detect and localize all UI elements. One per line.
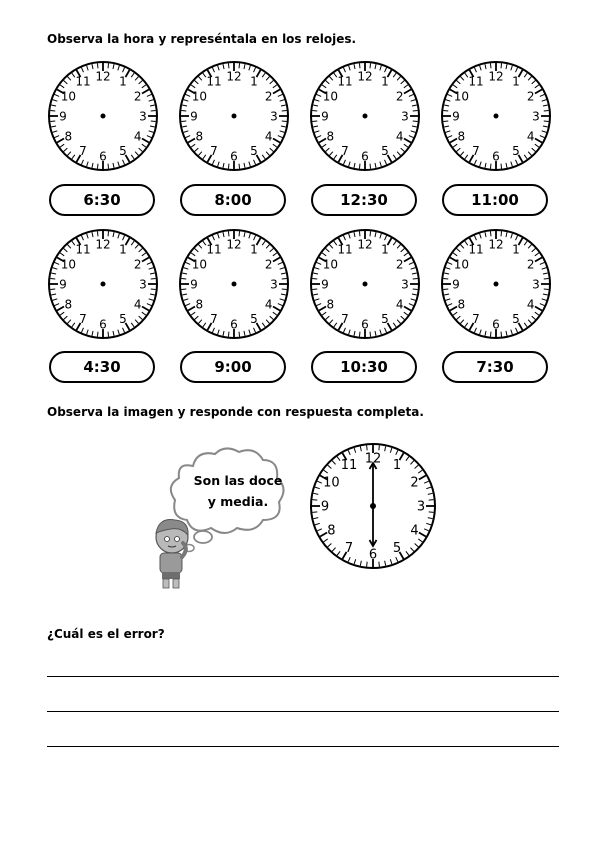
clock-number-eleven: 11 <box>75 242 91 257</box>
clock-number-eight: 8 <box>64 297 73 312</box>
clock-number-six: 6 <box>492 317 500 332</box>
speech-line-1: Son las doce <box>193 473 283 488</box>
clock-number-five: 5 <box>119 143 127 158</box>
clock-center-dot <box>232 114 237 119</box>
speech-text <box>178 470 298 512</box>
clock-center-dot <box>101 114 106 119</box>
clock-number-nine: 9 <box>321 277 329 292</box>
clock-number-twelve: 12 <box>357 237 373 252</box>
clock-center-dot <box>363 282 368 287</box>
clock-number-three: 3 <box>270 109 278 124</box>
clock-number-twelve: 12 <box>488 69 504 84</box>
big-clock-number-eight: 8 <box>327 523 336 539</box>
big-clock-number-ten: 10 <box>323 475 340 491</box>
time-label: 4:30 <box>49 351 155 383</box>
minute-tick <box>413 289 418 290</box>
minute-tick <box>367 445 368 450</box>
minute-tick <box>443 289 448 290</box>
minute-tick <box>490 63 491 68</box>
blank-clock <box>440 228 552 340</box>
clock-number-three: 3 <box>139 109 147 124</box>
blank-clock <box>309 228 421 340</box>
minute-tick <box>312 278 317 279</box>
big-clock-number-eleven: 11 <box>340 458 358 474</box>
clock-number-ten: 10 <box>60 257 76 272</box>
minute-tick <box>359 231 360 236</box>
clock-number-four: 4 <box>526 297 535 312</box>
clock-number-one: 1 <box>119 74 127 89</box>
minute-tick <box>181 110 186 111</box>
minute-tick <box>544 110 549 111</box>
clock-number-four: 4 <box>526 129 535 144</box>
big-clock-number-twelve: 12 <box>364 451 382 467</box>
clock-number-nine: 9 <box>190 109 198 124</box>
minute-tick <box>501 332 502 337</box>
minute-tick <box>312 500 317 501</box>
clock-number-one: 1 <box>381 242 389 257</box>
minute-tick <box>282 121 287 122</box>
clock-number-six: 6 <box>99 149 107 164</box>
clock-number-three: 3 <box>401 109 409 124</box>
minute-tick <box>239 332 240 337</box>
minute-tick <box>151 278 156 279</box>
clock-number-twelve: 12 <box>488 237 504 252</box>
clock-number-twelve: 12 <box>226 237 242 252</box>
clock-number-twelve: 12 <box>95 237 111 252</box>
answer-line[interactable] <box>47 711 559 712</box>
child-illustration <box>145 515 195 590</box>
clock-number-eleven: 11 <box>206 74 222 89</box>
clock-number-eight: 8 <box>64 129 73 144</box>
blank-clock <box>47 60 159 172</box>
minute-tick <box>97 332 98 337</box>
minute-tick <box>108 231 109 236</box>
clock-number-two: 2 <box>395 89 404 104</box>
minute-tick <box>413 278 418 279</box>
minute-tick <box>359 332 360 337</box>
minute-tick <box>151 121 156 122</box>
clock-number-nine: 9 <box>321 109 329 124</box>
minute-tick <box>370 63 371 68</box>
clock-number-one: 1 <box>512 242 520 257</box>
minute-tick <box>367 562 368 567</box>
minute-tick <box>501 164 502 169</box>
minute-tick <box>443 110 448 111</box>
clock-number-six: 6 <box>99 317 107 332</box>
minute-tick <box>282 289 287 290</box>
big-clock-number-six: 6 <box>368 547 378 563</box>
clock-number-one: 1 <box>250 242 258 257</box>
big-clock-number-nine: 9 <box>320 499 330 515</box>
instruction-heading-1: Observa la hora y represéntala en los relojes. <box>47 32 357 46</box>
clock-number-ten: 10 <box>191 257 207 272</box>
minute-tick <box>544 289 549 290</box>
big-clock-number-one: 1 <box>392 458 402 474</box>
blank-clock <box>440 60 552 172</box>
blank-clock <box>178 228 290 340</box>
time-label: 11:00 <box>442 184 548 216</box>
clock-number-two: 2 <box>264 257 273 272</box>
minute-tick <box>239 164 240 169</box>
minute-tick <box>181 121 186 122</box>
minute-tick <box>379 562 380 567</box>
clock-number-six: 6 <box>361 317 369 332</box>
clock-number-ten: 10 <box>322 89 338 104</box>
clock-number-nine: 9 <box>59 109 67 124</box>
minute-tick <box>97 164 98 169</box>
minute-tick <box>443 121 448 122</box>
clock-number-seven: 7 <box>472 143 480 158</box>
big-clock-number-seven: 7 <box>344 541 354 557</box>
minute-tick <box>228 63 229 68</box>
minute-tick <box>379 445 380 450</box>
clock-number-ten: 10 <box>453 89 469 104</box>
clock-number-three: 3 <box>401 277 409 292</box>
clock-number-seven: 7 <box>79 143 87 158</box>
minute-tick <box>282 278 287 279</box>
clock-number-two: 2 <box>133 89 142 104</box>
minute-tick <box>370 332 371 337</box>
clock-number-five: 5 <box>119 311 127 326</box>
minute-tick <box>490 332 491 337</box>
clock-number-four: 4 <box>264 129 273 144</box>
minute-tick <box>97 63 98 68</box>
minute-tick <box>312 110 317 111</box>
instruction-heading-2: Observa la imagen y responde con respuesta completa. <box>47 405 424 419</box>
minute-tick <box>239 231 240 236</box>
answer-line[interactable] <box>47 676 559 677</box>
time-label: 8:00 <box>180 184 286 216</box>
clock-number-seven: 7 <box>472 311 480 326</box>
clock-number-three: 3 <box>532 277 540 292</box>
clock-number-nine: 9 <box>452 277 460 292</box>
clock-number-ten: 10 <box>191 89 207 104</box>
minute-tick <box>108 164 109 169</box>
minute-tick <box>370 231 371 236</box>
blank-clock <box>178 60 290 172</box>
blank-clock <box>309 60 421 172</box>
minute-tick <box>228 231 229 236</box>
clock-number-eleven: 11 <box>337 242 353 257</box>
clock-number-two: 2 <box>395 257 404 272</box>
clock-number-seven: 7 <box>341 311 349 326</box>
question-heading: ¿Cuál es el error? <box>47 627 165 641</box>
minute-tick <box>490 231 491 236</box>
minute-tick <box>108 63 109 68</box>
clock-number-four: 4 <box>133 297 142 312</box>
clock-number-five: 5 <box>512 143 520 158</box>
minute-tick <box>312 289 317 290</box>
minute-tick <box>413 110 418 111</box>
answer-line[interactable] <box>47 746 559 747</box>
clock-number-one: 1 <box>250 74 258 89</box>
minute-tick <box>151 110 156 111</box>
minute-tick <box>312 512 317 513</box>
clock-number-six: 6 <box>361 149 369 164</box>
time-label: 6:30 <box>49 184 155 216</box>
clock-number-eight: 8 <box>195 129 204 144</box>
clock-number-eight: 8 <box>326 297 335 312</box>
pictured-clock <box>308 441 438 571</box>
clock-center-dot <box>363 114 368 119</box>
clock-number-five: 5 <box>250 311 258 326</box>
clock-number-two: 2 <box>133 257 142 272</box>
blank-clock <box>47 228 159 340</box>
clock-number-eleven: 11 <box>75 74 91 89</box>
clock-center-dot <box>494 114 499 119</box>
minute-tick <box>429 500 434 501</box>
big-clock-number-four: 4 <box>410 523 419 539</box>
clock-number-two: 2 <box>264 89 273 104</box>
minute-tick <box>370 164 371 169</box>
clock-number-five: 5 <box>381 311 389 326</box>
minute-tick <box>413 121 418 122</box>
clock-number-eleven: 11 <box>468 74 484 89</box>
minute-tick <box>239 63 240 68</box>
minute-tick <box>228 332 229 337</box>
clock-number-five: 5 <box>512 311 520 326</box>
clock-number-one: 1 <box>512 74 520 89</box>
minute-tick <box>50 121 55 122</box>
minute-tick <box>151 289 156 290</box>
clock-center-dot <box>494 282 499 287</box>
clock-center-dot <box>370 503 376 509</box>
clock-number-ten: 10 <box>60 89 76 104</box>
clock-number-five: 5 <box>250 143 258 158</box>
clock-number-four: 4 <box>133 129 142 144</box>
clock-number-eight: 8 <box>195 297 204 312</box>
minute-tick <box>50 289 55 290</box>
time-label: 7:30 <box>442 351 548 383</box>
clock-number-eleven: 11 <box>337 74 353 89</box>
minute-tick <box>544 121 549 122</box>
clock-number-five: 5 <box>381 143 389 158</box>
clock-number-eleven: 11 <box>468 242 484 257</box>
minute-tick <box>501 63 502 68</box>
clock-center-dot <box>232 282 237 287</box>
minute-tick <box>97 231 98 236</box>
clock-number-two: 2 <box>526 257 535 272</box>
clock-number-six: 6 <box>492 149 500 164</box>
minute-tick <box>443 278 448 279</box>
minute-tick <box>282 110 287 111</box>
clock-center-dot <box>101 282 106 287</box>
clock-number-two: 2 <box>526 89 535 104</box>
clock-number-ten: 10 <box>322 257 338 272</box>
clock-number-six: 6 <box>230 149 238 164</box>
clock-number-four: 4 <box>264 297 273 312</box>
big-clock-number-two: 2 <box>410 475 419 491</box>
clock-number-seven: 7 <box>210 143 218 158</box>
clock-number-seven: 7 <box>210 311 218 326</box>
clock-number-three: 3 <box>139 277 147 292</box>
minute-tick <box>228 164 229 169</box>
clock-number-six: 6 <box>230 317 238 332</box>
clock-number-nine: 9 <box>452 109 460 124</box>
minute-tick <box>359 164 360 169</box>
minute-tick <box>108 332 109 337</box>
minute-tick <box>490 164 491 169</box>
clock-number-twelve: 12 <box>226 69 242 84</box>
clock-number-ten: 10 <box>453 257 469 272</box>
clock-number-eight: 8 <box>457 129 466 144</box>
clock-number-seven: 7 <box>341 143 349 158</box>
clock-number-one: 1 <box>119 242 127 257</box>
time-label: 9:00 <box>180 351 286 383</box>
big-clock-number-five: 5 <box>392 541 402 557</box>
minute-tick <box>181 289 186 290</box>
clock-number-seven: 7 <box>79 311 87 326</box>
minute-tick <box>181 278 186 279</box>
minute-tick <box>544 278 549 279</box>
minute-tick <box>501 231 502 236</box>
clock-number-twelve: 12 <box>357 69 373 84</box>
clock-number-four: 4 <box>395 129 404 144</box>
clock-number-twelve: 12 <box>95 69 111 84</box>
clock-number-four: 4 <box>395 297 404 312</box>
time-label: 10:30 <box>311 351 417 383</box>
minute-tick <box>50 110 55 111</box>
clock-number-three: 3 <box>532 109 540 124</box>
clock-number-nine: 9 <box>190 277 198 292</box>
clock-number-eight: 8 <box>457 297 466 312</box>
minute-tick <box>429 512 434 513</box>
clock-number-eleven: 11 <box>206 242 222 257</box>
speech-line-2: y media. <box>207 494 269 509</box>
big-clock-number-three: 3 <box>416 499 426 515</box>
minute-tick <box>50 278 55 279</box>
minute-tick <box>312 121 317 122</box>
clock-number-three: 3 <box>270 277 278 292</box>
clock-number-nine: 9 <box>59 277 67 292</box>
clock-number-eight: 8 <box>326 129 335 144</box>
time-label: 12:30 <box>311 184 417 216</box>
minute-tick <box>359 63 360 68</box>
clock-number-one: 1 <box>381 74 389 89</box>
